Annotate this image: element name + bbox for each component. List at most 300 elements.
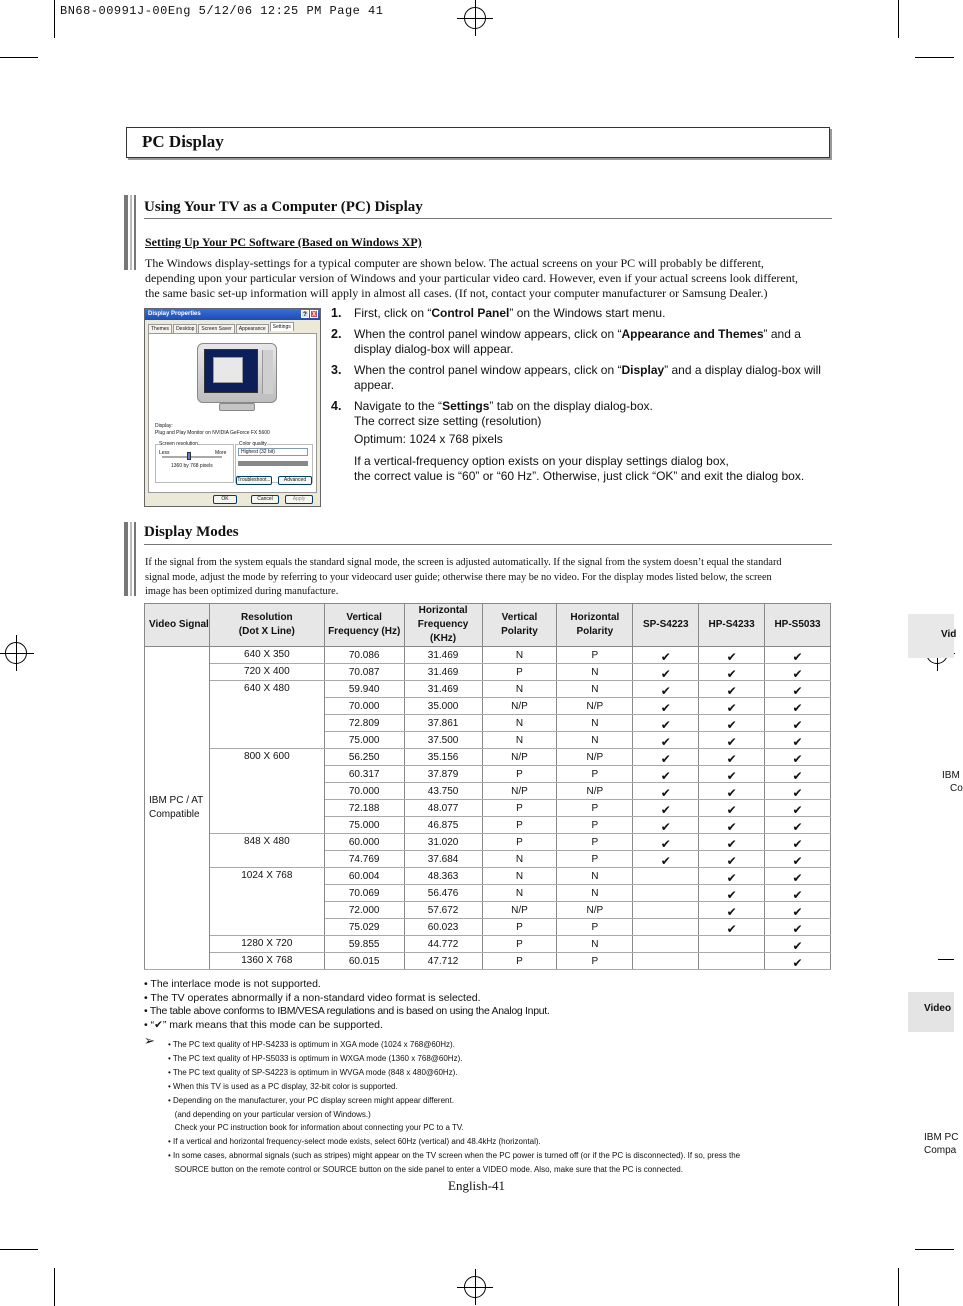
checkmark-icon: ✔	[726, 870, 737, 885]
vf-cell: 59.940	[324, 681, 404, 698]
small-note-line: • When this TV is used as a PC display, 32-bit color is supported.	[168, 1081, 398, 1091]
close-icon[interactable]: X	[311, 312, 316, 318]
hp-cell: P	[557, 817, 633, 834]
step-text-post: ” on the Windows start menu.	[509, 306, 666, 320]
checkmark-icon: ✔	[792, 887, 803, 902]
vf-cell: 60.317	[324, 766, 404, 783]
hp-cell: P	[557, 953, 633, 970]
hf-cell: 48.363	[404, 868, 482, 885]
step-text-pre: When the control panel window appears, click on “	[354, 327, 622, 341]
vf-cell: 60.015	[324, 953, 404, 970]
tab-settings[interactable]: Settings	[270, 322, 294, 331]
vf-cell: 59.855	[324, 936, 404, 953]
cancel-button[interactable]: Cancel	[251, 495, 279, 504]
checkmark-icon: ✔	[660, 785, 671, 800]
vp-cell: P	[482, 834, 557, 851]
support-cell	[633, 647, 699, 664]
note-arrow-icon: ➢	[144, 1033, 155, 1048]
vf-cell: 75.029	[324, 919, 404, 936]
support-cell	[699, 834, 765, 851]
support-cell	[699, 681, 765, 698]
note-item: • “✔” mark means that this mode can be supported.	[144, 1019, 550, 1033]
step-number: 1.	[331, 306, 342, 320]
color-preview-bar	[238, 461, 308, 466]
table-row	[145, 834, 831, 851]
checkmark-icon: ✔	[726, 853, 737, 868]
checkmark-icon: ✔	[660, 649, 671, 664]
support-cell	[699, 953, 765, 970]
support-cell	[699, 783, 765, 800]
support-cell	[765, 800, 831, 817]
col-horizontal-polarity: Horizontal Polarity	[557, 604, 633, 647]
vf-cell: 74.769	[324, 851, 404, 868]
support-cell	[633, 817, 699, 834]
next-page-text: Video	[924, 1003, 952, 1014]
checkmark-icon: ✔	[726, 785, 737, 800]
checkmark-icon: ✔	[726, 683, 737, 698]
small-notes	[168, 1038, 818, 1177]
support-cell	[765, 664, 831, 681]
support-cell	[699, 664, 765, 681]
resolution-cell: 640 X 350	[209, 647, 324, 664]
col-vertical-frequency: Vertical Frequency (Hz)	[324, 604, 404, 647]
hp-cell: N	[557, 868, 633, 885]
hp-cell: N	[557, 664, 633, 681]
intro-line: The Windows display-settings for a typical computer are shown below. The actual screens on your PC will probably be different,	[145, 256, 764, 270]
step-text-bold: Appearance and Themes	[621, 327, 764, 341]
display-value: Plug and Play Monitor on NVIDIA GeForce FX 5600	[155, 430, 270, 436]
heading-rule	[144, 218, 832, 219]
checkmark-icon: ✔	[726, 666, 737, 681]
table-header-row	[145, 604, 831, 647]
vf-cell: 75.000	[324, 732, 404, 749]
small-note-line: • If a vertical and horizontal frequency-select mode exists, select 60Hz (vertical) and 48.4kHz (horizontal).	[168, 1137, 541, 1147]
section-title-box	[126, 127, 830, 158]
checkmark-icon: ✔	[726, 921, 737, 936]
vp-cell: P	[482, 817, 557, 834]
support-cell	[699, 936, 765, 953]
step-item	[331, 306, 831, 321]
support-cell	[765, 766, 831, 783]
crop-mark	[938, 959, 954, 960]
checkmark-icon: ✔	[726, 751, 737, 766]
resolution-slider-handle[interactable]	[187, 452, 191, 460]
crop-mark	[0, 1249, 38, 1250]
crop-mark	[0, 57, 38, 58]
registration-mark-icon	[464, 1276, 486, 1298]
color-quality-label: Color quality	[239, 441, 267, 447]
hf-cell: 37.861	[404, 715, 482, 732]
step-item	[331, 363, 831, 393]
checkmark-icon: ✔	[660, 768, 671, 783]
checkmark-icon: ✔	[660, 683, 671, 698]
support-cell	[765, 885, 831, 902]
vf-cell: 70.086	[324, 647, 404, 664]
next-page-text: Co	[950, 783, 963, 794]
hp-cell: P	[557, 851, 633, 868]
vp-cell: N	[482, 647, 557, 664]
resolution-cell: 1024 X 768	[209, 868, 324, 936]
step-text	[354, 399, 653, 414]
note-item: • The TV operates abnormally if a non-standard video format is selected.	[144, 992, 550, 1006]
checkmark-icon: ✔	[726, 819, 737, 834]
hp-cell: N/P	[557, 749, 633, 766]
step-text-bold: Control Panel	[431, 306, 510, 320]
support-cell	[699, 902, 765, 919]
checkmark-icon: ✔	[660, 853, 671, 868]
support-cell	[633, 800, 699, 817]
checkmark-icon: ✔	[792, 870, 803, 885]
support-cell	[765, 732, 831, 749]
resolution-slider[interactable]	[162, 456, 222, 458]
vp-cell: P	[482, 936, 557, 953]
vf-cell: 75.000	[324, 817, 404, 834]
step-text-pre: When the control panel window appears, click on “	[354, 363, 622, 377]
hp-cell: N/P	[557, 783, 633, 800]
support-cell	[765, 647, 831, 664]
hf-cell: 37.500	[404, 732, 482, 749]
support-cell	[765, 698, 831, 715]
table-row	[145, 647, 831, 664]
registration-mark-icon	[5, 642, 27, 664]
resolution-cell: 640 X 480	[209, 681, 324, 749]
checkmark-icon: ✔	[792, 717, 803, 732]
checkmark-icon: ✔	[792, 785, 803, 800]
next-page-fragment	[908, 1131, 959, 1157]
support-cell	[699, 885, 765, 902]
monitor-side	[262, 350, 273, 394]
step-text-post: ” tab on the display dialog-box.	[489, 399, 653, 413]
checkmark-icon: ✔	[660, 717, 671, 732]
checkmark-icon: ✔	[792, 819, 803, 834]
checkmark-icon: ✔	[792, 955, 803, 970]
vp-cell: N	[482, 885, 557, 902]
heading-display-modes: Display Modes	[144, 524, 239, 540]
page-number: English-41	[448, 1178, 506, 1193]
support-cell	[765, 681, 831, 698]
step-number: 2.	[331, 327, 342, 341]
resolution-group-label: Screen resolution	[159, 441, 198, 447]
support-cell	[633, 868, 699, 885]
checkmark-icon: ✔	[792, 938, 803, 953]
table-row	[145, 749, 831, 766]
col-horizontal-frequency: Horizontal Frequency (KHz)	[404, 604, 482, 647]
subheading-software: Setting Up Your PC Software (Based on Windows XP)	[145, 235, 422, 249]
hf-cell: 35.000	[404, 698, 482, 715]
tab-themes[interactable]: Themes	[148, 324, 172, 333]
intro-line: the same basic set-up information will apply in almost all cases. (If not, contact your computer manufacturer or Samsung Dealer.)	[145, 286, 768, 300]
support-cell	[633, 834, 699, 851]
checkmark-icon: ✔	[792, 666, 803, 681]
step4-note-line: If a vertical-frequency option exists on your display settings dialog box,	[354, 454, 729, 468]
checkmark-icon: ✔	[792, 768, 803, 783]
hf-cell: 31.469	[404, 681, 482, 698]
setup-steps	[331, 306, 831, 484]
checkmark-icon: ✔	[660, 802, 671, 817]
support-cell	[765, 936, 831, 953]
hp-cell: N/P	[557, 902, 633, 919]
vp-cell: N	[482, 681, 557, 698]
vp-cell: N	[482, 732, 557, 749]
hp-cell: N/P	[557, 698, 633, 715]
next-page-text: Vid	[941, 629, 957, 640]
support-cell	[633, 885, 699, 902]
slider-more-label: More	[215, 450, 227, 456]
small-note-line: • In some cases, abnormal signals (such as stripes) might appear on the TV screen when the PC power is turned off (or if the PC is disconnected). If so, press the	[168, 1151, 741, 1161]
col-resolution: Resolution (Dot X Line)	[209, 604, 324, 647]
resolution-cell: 800 X 600	[209, 749, 324, 834]
hp-cell: N	[557, 732, 633, 749]
step4-detail: The correct size setting (resolution)	[354, 414, 542, 428]
resolution-cell: 848 X 480	[209, 834, 324, 868]
crop-mark	[898, 0, 899, 38]
crop-mark	[898, 1268, 899, 1306]
checkmark-icon: ✔	[726, 768, 737, 783]
checkmark-icon: ✔	[726, 734, 737, 749]
hf-cell: 31.469	[404, 664, 482, 681]
settings-panel	[148, 333, 317, 493]
support-cell	[699, 800, 765, 817]
support-cell	[699, 732, 765, 749]
note-item: • The table above conforms to IBM/VESA regulations and is based on using the Analog Input.	[144, 1005, 550, 1019]
checkmark-icon: ✔	[660, 666, 671, 681]
hp-cell: P	[557, 800, 633, 817]
monitor-screen	[204, 349, 258, 393]
resolution-cell: 1280 X 720	[209, 936, 324, 953]
hp-cell: N	[557, 936, 633, 953]
support-cell	[765, 919, 831, 936]
checkmark-icon: ✔	[660, 700, 671, 715]
support-cell	[633, 766, 699, 783]
display-modes-table	[144, 603, 831, 970]
checkmark-icon: ✔	[792, 751, 803, 766]
crop-mark	[915, 1249, 954, 1250]
support-cell	[633, 936, 699, 953]
display-properties-dialog	[144, 308, 321, 507]
support-cell	[633, 732, 699, 749]
support-cell	[699, 766, 765, 783]
resolution-value: 1360 by 768 pixels	[171, 463, 213, 469]
hp-cell: N	[557, 885, 633, 902]
notes-list	[144, 978, 550, 1032]
checkmark-icon: ✔	[792, 836, 803, 851]
step-number: 4.	[331, 399, 342, 413]
checkmark-icon: ✔	[792, 700, 803, 715]
checkmark-icon: ✔	[726, 836, 737, 851]
vp-cell: N	[482, 868, 557, 885]
checkmark-icon: ✔	[660, 751, 671, 766]
checkmark-icon: ✔	[660, 734, 671, 749]
troubleshoot-button[interactable]: Troubleshoot...	[237, 477, 271, 483]
registration-mark-icon	[464, 7, 486, 29]
support-cell	[699, 698, 765, 715]
support-cell	[699, 647, 765, 664]
small-note-line: Check your PC instruction book for information about connecting your PC to a TV.	[168, 1123, 464, 1133]
support-cell	[765, 715, 831, 732]
next-page-text: IBM PC	[924, 1132, 959, 1143]
vp-cell: N	[482, 715, 557, 732]
checkmark-icon: ✔	[792, 683, 803, 698]
vf-cell: 70.000	[324, 783, 404, 800]
checkmark-icon: ✔	[792, 853, 803, 868]
hp-cell: P	[557, 766, 633, 783]
small-note-line: • Depending on the manufacturer, your PC display screen might appear different.	[168, 1095, 454, 1105]
checkmark-icon: ✔	[660, 836, 671, 851]
hf-cell: 46.875	[404, 817, 482, 834]
support-cell	[765, 953, 831, 970]
hf-cell: 37.879	[404, 766, 482, 783]
step-text-pre: Navigate to the “	[354, 399, 443, 413]
hf-cell: 60.023	[404, 919, 482, 936]
support-cell	[633, 783, 699, 800]
checkmark-icon: ✔	[726, 717, 737, 732]
tab-appearance[interactable]: Appearance	[236, 324, 269, 333]
step-text-bold: Settings	[442, 399, 490, 413]
support-cell	[699, 851, 765, 868]
step-text-pre: First, click on “	[354, 306, 432, 320]
slider-less-label: Less	[159, 450, 170, 456]
vf-cell: 60.000	[324, 834, 404, 851]
support-cell	[633, 715, 699, 732]
step-number: 3.	[331, 363, 342, 377]
checkmark-icon: ✔	[792, 904, 803, 919]
color-quality-select[interactable]: Highest (32 bit)	[238, 448, 308, 456]
dialog-title-bar	[145, 309, 320, 320]
col-sp-s4223: SP-S4223	[633, 604, 699, 647]
hp-cell: P	[557, 834, 633, 851]
support-cell	[765, 817, 831, 834]
ok-button[interactable]: OK	[213, 495, 237, 504]
checkmark-icon: ✔	[726, 700, 737, 715]
next-page-tab-fragment	[908, 992, 954, 1032]
step-item	[331, 399, 831, 414]
vp-cell: P	[482, 800, 557, 817]
hf-cell: 57.672	[404, 902, 482, 919]
apply-button[interactable]: Apply	[285, 495, 313, 504]
support-cell	[633, 749, 699, 766]
vf-cell: 72.000	[324, 902, 404, 919]
table-row	[145, 664, 831, 681]
modes-intro-line: image has been optimized during manufacture.	[145, 586, 339, 598]
heading-pc-display: Using Your TV as a Computer (PC) Display	[144, 199, 423, 215]
vf-cell: 70.087	[324, 664, 404, 681]
vf-cell: 56.250	[324, 749, 404, 766]
hf-cell: 44.772	[404, 936, 482, 953]
vf-cell: 60.004	[324, 868, 404, 885]
tab-desktop[interactable]: Desktop	[173, 324, 197, 333]
checkmark-icon: ✔	[792, 921, 803, 936]
support-cell	[765, 902, 831, 919]
hp-cell: P	[557, 919, 633, 936]
support-cell	[633, 919, 699, 936]
section-bar	[124, 195, 136, 270]
hf-cell: 35.156	[404, 749, 482, 766]
help-icon[interactable]: ?	[301, 310, 309, 318]
small-note-line: (and depending on your particular version of Windows.)	[168, 1109, 371, 1119]
step4-optimum: Optimum: 1024 x 768 pixels	[354, 432, 503, 446]
support-cell	[765, 868, 831, 885]
table-row	[145, 953, 831, 970]
small-note-line: • The PC text quality of SP-S4223 is optimum in WVGA mode (848 x 480@60Hz).	[168, 1067, 458, 1077]
crop-mark	[915, 57, 954, 58]
small-note-line: • The PC text quality of HP-S5033 is optimum in WXGA mode (1360 x 768@60Hz).	[168, 1053, 463, 1063]
tab-screen-saver[interactable]: Screen Saver	[198, 324, 234, 333]
print-slug: BN68-00991J-00Eng 5/12/06 12:25 PM Page 41	[60, 4, 384, 18]
crop-mark	[54, 0, 55, 38]
table-row	[145, 868, 831, 885]
table-row	[145, 681, 831, 698]
hp-cell: P	[557, 647, 633, 664]
video-signal-cell: IBM PC / AT Compatible	[145, 647, 210, 970]
table-row	[145, 936, 831, 953]
heading-rule	[144, 544, 832, 545]
hf-cell: 31.469	[404, 647, 482, 664]
step-item	[331, 327, 831, 357]
advanced-button[interactable]: Advanced	[278, 476, 312, 485]
vp-cell: N/P	[482, 698, 557, 715]
step-text-post: ” and a display dialog-box will appear.	[354, 363, 821, 392]
support-cell	[765, 851, 831, 868]
hf-cell: 31.020	[404, 834, 482, 851]
step4-note-line: the correct value is “60” or “60 Hz”. Otherwise, just click “OK” and exit the dialog box.	[354, 469, 805, 483]
vf-cell: 72.188	[324, 800, 404, 817]
step-text-post: ” and a display dialog-box will appear.	[354, 327, 801, 356]
resolution-cell: 1360 X 768	[209, 953, 324, 970]
section-bar	[124, 522, 136, 596]
hf-cell: 56.476	[404, 885, 482, 902]
vf-cell: 72.809	[324, 715, 404, 732]
support-cell	[633, 698, 699, 715]
checkmark-icon: ✔	[660, 819, 671, 834]
col-hp-s5033: HP-S5033	[765, 604, 831, 647]
col-hp-s4233: HP-S4233	[699, 604, 765, 647]
support-cell	[633, 851, 699, 868]
hp-cell: N	[557, 681, 633, 698]
checkmark-icon: ✔	[726, 904, 737, 919]
vp-cell: N/P	[482, 783, 557, 800]
vf-cell: 70.069	[324, 885, 404, 902]
support-cell	[699, 817, 765, 834]
next-page-text: Compa	[924, 1145, 957, 1156]
step-text	[354, 327, 831, 357]
vp-cell: P	[482, 919, 557, 936]
checkmark-icon: ✔	[792, 802, 803, 817]
support-cell	[699, 715, 765, 732]
monitor-window	[213, 357, 243, 383]
intro-line: depending upon your particular version of Windows and your particular video card. However, even if your actual screens look different,	[145, 271, 799, 285]
dialog-tabs	[145, 320, 320, 333]
vp-cell: N	[482, 851, 557, 868]
col-video-signal: Video Signal	[145, 604, 210, 647]
support-cell	[633, 953, 699, 970]
vp-cell: P	[482, 766, 557, 783]
step-text-bold: Display	[621, 363, 665, 377]
vp-cell: N/P	[482, 902, 557, 919]
hp-cell: N	[557, 715, 633, 732]
note-item: • The interlace mode is not supported.	[144, 978, 550, 992]
hf-cell: 47.712	[404, 953, 482, 970]
support-cell	[699, 749, 765, 766]
support-cell	[765, 834, 831, 851]
checkmark-icon: ✔	[726, 887, 737, 902]
monitor-icon	[197, 343, 277, 403]
support-cell	[633, 664, 699, 681]
checkmark-icon: ✔	[726, 649, 737, 664]
next-page-header-fragment	[908, 614, 957, 658]
hf-cell: 48.077	[404, 800, 482, 817]
hf-cell: 37.684	[404, 851, 482, 868]
checkmark-icon: ✔	[792, 649, 803, 664]
